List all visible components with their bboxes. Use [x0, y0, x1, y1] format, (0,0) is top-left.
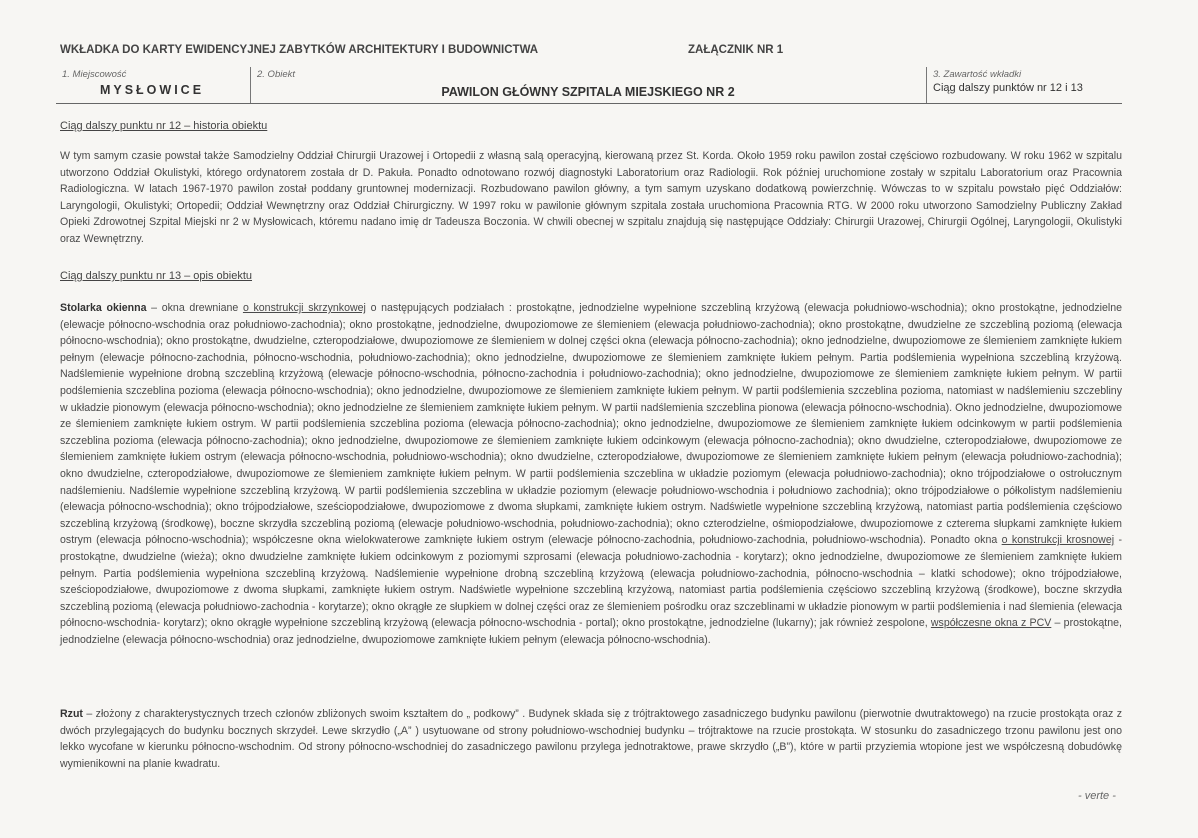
- windows-text-1: – okna drewniane: [146, 302, 243, 314]
- document-header: [60, 44, 1140, 56]
- header-title: WKŁADKA DO KARTY EWIDENCYJNEJ ZABYTKÓW ARCHITEKTURY I BUDOWNICTWA: [60, 44, 539, 56]
- attachment-label: ZAŁĄCZNIK NR 1: [688, 44, 784, 56]
- windows-text-3: - prostokątne, dwudzielne (wieża); okno dwudzielne zamknięte łukiem odcinkowym z poziomymi szprosami (elewacja południowo-zachodnia - korytarz); okno jednodzielne, dwupoziomowe ze ślemieniem zamknięte łukiem pełnym. Partia podślemienia wypełniona szczebliną krzyżową. Nadślemienie wypełnione drobną szczebliną krzyżową (elewacja południowo-zachodnia, północno-wschodnia – klatki schodowe); okno trójpodziałowe, sześciopodziałowe, dwupoziomowe z dwoma słupkami, zamknięte łukiem ostrym. Nadświetle wypełnione szczebliną krzyżową, natomiast partia podślemienia częściowo szczebliną krzyżową (środkowe), boczne skrzydła szczebliną poziomą (elewacja południowo-zachodnia - korytarze); okno okrągłe ze słupkiem w dolnej części oraz ze ślemieniem pośrodku oraz szczeblinami w układzie pionowym w partii podślemienia i nad ślemienia (elewacja północno-wschodnia- korytarz); okno okrągłe wypełnione szczebliną krzyżową (elewacja północno-wschodnia - portal); okno prostokątne, jednodzielne (lukarny); jak również zespolone,: [60, 534, 1123, 630]
- windows-text-2: o następujących podziałach : prostokątne, jednodzielne wypełnione szczebliną krzyżową (elewacja południowo-wschodnia); okno prostokątne, jednodzielne (elewacje północno-wschodnia oraz południowo-zachodnia); okno prostokątne, jednodzielne, dwupoziomowe ze ślemieniem (elewacja południowo-zachodnia); okno prostokątne, dwudzielne ze szczebliną poziomą (elewacja północno-wschodnia); okno prostokątne, dwudzielne, czteropodziałowe, dwupoziomowe ze ślemieniem w dolnej części okna (elewacja północno-zachodnia); okno jednodzielne, dwupoziomowe ze ślemieniem zamknięte łukiem pełnym (elewacje północno-zachodnia, północno-wschodnia, południowo-zachodnia); okno jednodzielne, dwupoziomowe ze ślemieniem zamknięte łukiem pełnym. Partia podślemienia wypełniona szczebliną krzyżową. Nadślemienie wypełnione drobną szczebliną krzyżową (elewacje północno-wschodnia, północno-zachodnia i południowo-zachodnia); okno jednodzielne, dwupoziomowe ze ślemieniem zamknięte łukiem pełnym. W partii podślemienia szczeblina pozioma (elewacja północno-wschodnia); okno jednodzielne, dwupoziomowe ze ślemieniem zamknięte łukiem pełnym. W partii podślemienia szczeblina pozioma, natomiast w nadślemieniu szczebliny w układzie pionowym (elewacja północno-wschodnia); okno jednodzielne ze ślemieniem zamknięte łukiem pełnym. W partii nadślemienia szczeblina pionowa (elewacja północno-wschodnia). Okno jednodzielne, dwupoziomowe ze ślemieniem zamknięte łukiem ostrym. W partii podślemienia szczeblina pozioma (elewacja północno-zachodnia); okno jednodzielne, dwupoziomowe ze ślemieniem zamknięte łukiem odcinkowym w partii podślemienia szczeblina pozioma (elewacja północno-zachodnia); okno jednodzielne, dwupoziomowe ze ślemieniem zamknięte łukiem odcinkowym (elewacja północno-zachodnia); okno dwudzielne, czteropodziałowe, dwupoziomowe ze ślemieniem zamknięte łukiem ostrym (elewacja północno-wschodnia, południowo-wschodnia); okno dwudzielne, czteropodziałowe, dwupoziomowe ze ślemieniem zamknięte łukiem pełnym (elewacja południowo-zachodnia); okno dwudzielne, czteropodziałowe, dwupoziomowe ze ślemieniem zamknięte łukiem pełnym. W partii podślemienia szczeblina w układzie poziomym (elewacja południowo-zachodnia); okno trójpodziałowe o ostrołucznym nadślemieniu. Nadślemie wypełnione szczebliną krzyżową. W partii podślemienia szczeblina w układzie poziomym (elewacje południowo-wschodnia i południowo zachodnia); okno trójpodziałowe o półkolistym nadślemieniu (elewacja północno-wschodnia); okno trójpodziałowe, sześciopodziałowe, dwupoziomowe z dwoma słupkami, zamknięte łukiem ostrym. Nadświetle wypełnione szczebliną krzyżową, natomiast partia podślemienia częściowo szczebliną krzyżową (środkowę), boczne skrzydła szczebliną poziomą (elewacje południowo-wschodnia, południowo-zachodnia); okno czterodzielne, ośmiopodziałowe, dwupoziomowe z czterema słupkami zamknięte łukiem ostrym (elewacja północno-wschodnia); współczesne okna wielokwaterowe zamknięte łukiem ostrym (elewacje północno-zachodnia, południowo-zachodnia, południowo-wschodnia). Ponadto okna: [60, 302, 1123, 547]
- object-value: PAWILON GŁÓWNY SZPITALA MIEJSKIEGO NR 2: [441, 85, 735, 99]
- metadata-table: [56, 67, 1122, 104]
- windows-text-4: – prostokątne, jednodzielne (elewacja północno-wschodnia) oraz jednodzielne, dwupoziomowe zamknięte łukiem pełnym (elewacja północno-wschodnia).: [60, 617, 1122, 646]
- plan-paragraph: [60, 706, 1122, 772]
- windows-lead: Stolarka okienna: [60, 302, 147, 314]
- locality-cell: [56, 67, 248, 103]
- windows-paragraph: [60, 300, 1122, 648]
- locality-value: MYSŁOWICE: [99, 83, 205, 97]
- contents-cell: [926, 67, 1123, 103]
- plan-lead: Rzut: [60, 708, 83, 720]
- locality-label: 1. Miejscowość: [62, 69, 127, 80]
- plan-text: – złożony z charakterystycznych trzech członów zbliżonych swoim kształtem do „ podkowy” . Budynek składa się z trójtraktowego zasadniczego budynku pawilonu (pierwotnie dwutraktowego) na rzucie prostokąta oraz z dwóch przylegających do budynku bocznych skrzydeł. Lewe skrzydło („A” ) usytuowane od strony południowo-wschodniej budynku – trójtraktowe na rzucie prostokąta. W stosunku do zasadniczego trzonu pawilonu jest ono lekko wycofane w kierunku północno-wschodnim. Od strony północno-wschodniej do zasadniczego pawilonu przylega jednotraktowe, prawe skrzydło („B”), które w partii przyziemia wtopione jest we współczesną dobudówkę wymienikowni na planie kwadratu.: [60, 708, 1122, 770]
- contents-value: Ciąg dalszy punktów nr 12 i 13: [933, 82, 1083, 94]
- contents-label: 3. Zawartość wkładki: [933, 69, 1022, 80]
- verte-note: - verte -: [1078, 790, 1116, 802]
- object-cell: [250, 67, 925, 103]
- windows-underline-1: o konstrukcji skrzynkowej: [242, 302, 366, 314]
- object-label: 2. Obiekt: [257, 69, 296, 80]
- windows-underline-2: o konstrukcji krosnowej: [1001, 534, 1115, 547]
- section-12-text: W tym samym czasie powstał także Samodzielny Oddział Chirurgii Urazowej i Ortopedii z własną salą operacyjną, kierowaną przez St. Korda. Około 1959 roku pawilon został częściowo rozbudowany. W roku 1962 w szpitalu utworzono Oddział Okulistyki, którego ordynatorem została dr D. Pakuła. Ponadto odnotowano rozwój diagnostyki Laboratorium oraz Radiologii. Rok później uruchomione zostały w szpitalu Laboratorium oraz Pracownia Radiologiczna. W latach 1967-1970 pawilon został poddany gruntownej modernizacji. Rozbudowano pawilon główny, a tym samym uzyskano dodatkową powierzchnię. Wówczas to w szpitalu powstało pięć Oddziałów: Laryngologii, Okulistyki; Ortopedii; Oddział Wewnętrzny oraz Oddział Chirurgiczny. W 1997 roku w pawilonie głównym szpitala została uruchomiona Pracownia RTG. W 2000 roku utworzono Samodzielny Publiczny Zakład Opieki Zdrowotnej Szpital Miejski nr 2 w Mysłowicach, któremu nadano imię dr Tadeusza Boczonia. W chwili obecnej w szpitalu znajdują się następujące Oddziały: Chirurgii Urazowej, Chirurgii Ogólnej, Laryngologii, Okulistyki oraz Wewnętrzny.: [60, 150, 1122, 245]
- section-13-title: Ciąg dalszy punktu nr 13 – opis obiektu: [60, 270, 253, 282]
- section-12-title: Ciąg dalszy punktu nr 12 – historia obiektu: [60, 120, 268, 132]
- windows-underline-3: współczesne okna z PCV: [930, 617, 1052, 630]
